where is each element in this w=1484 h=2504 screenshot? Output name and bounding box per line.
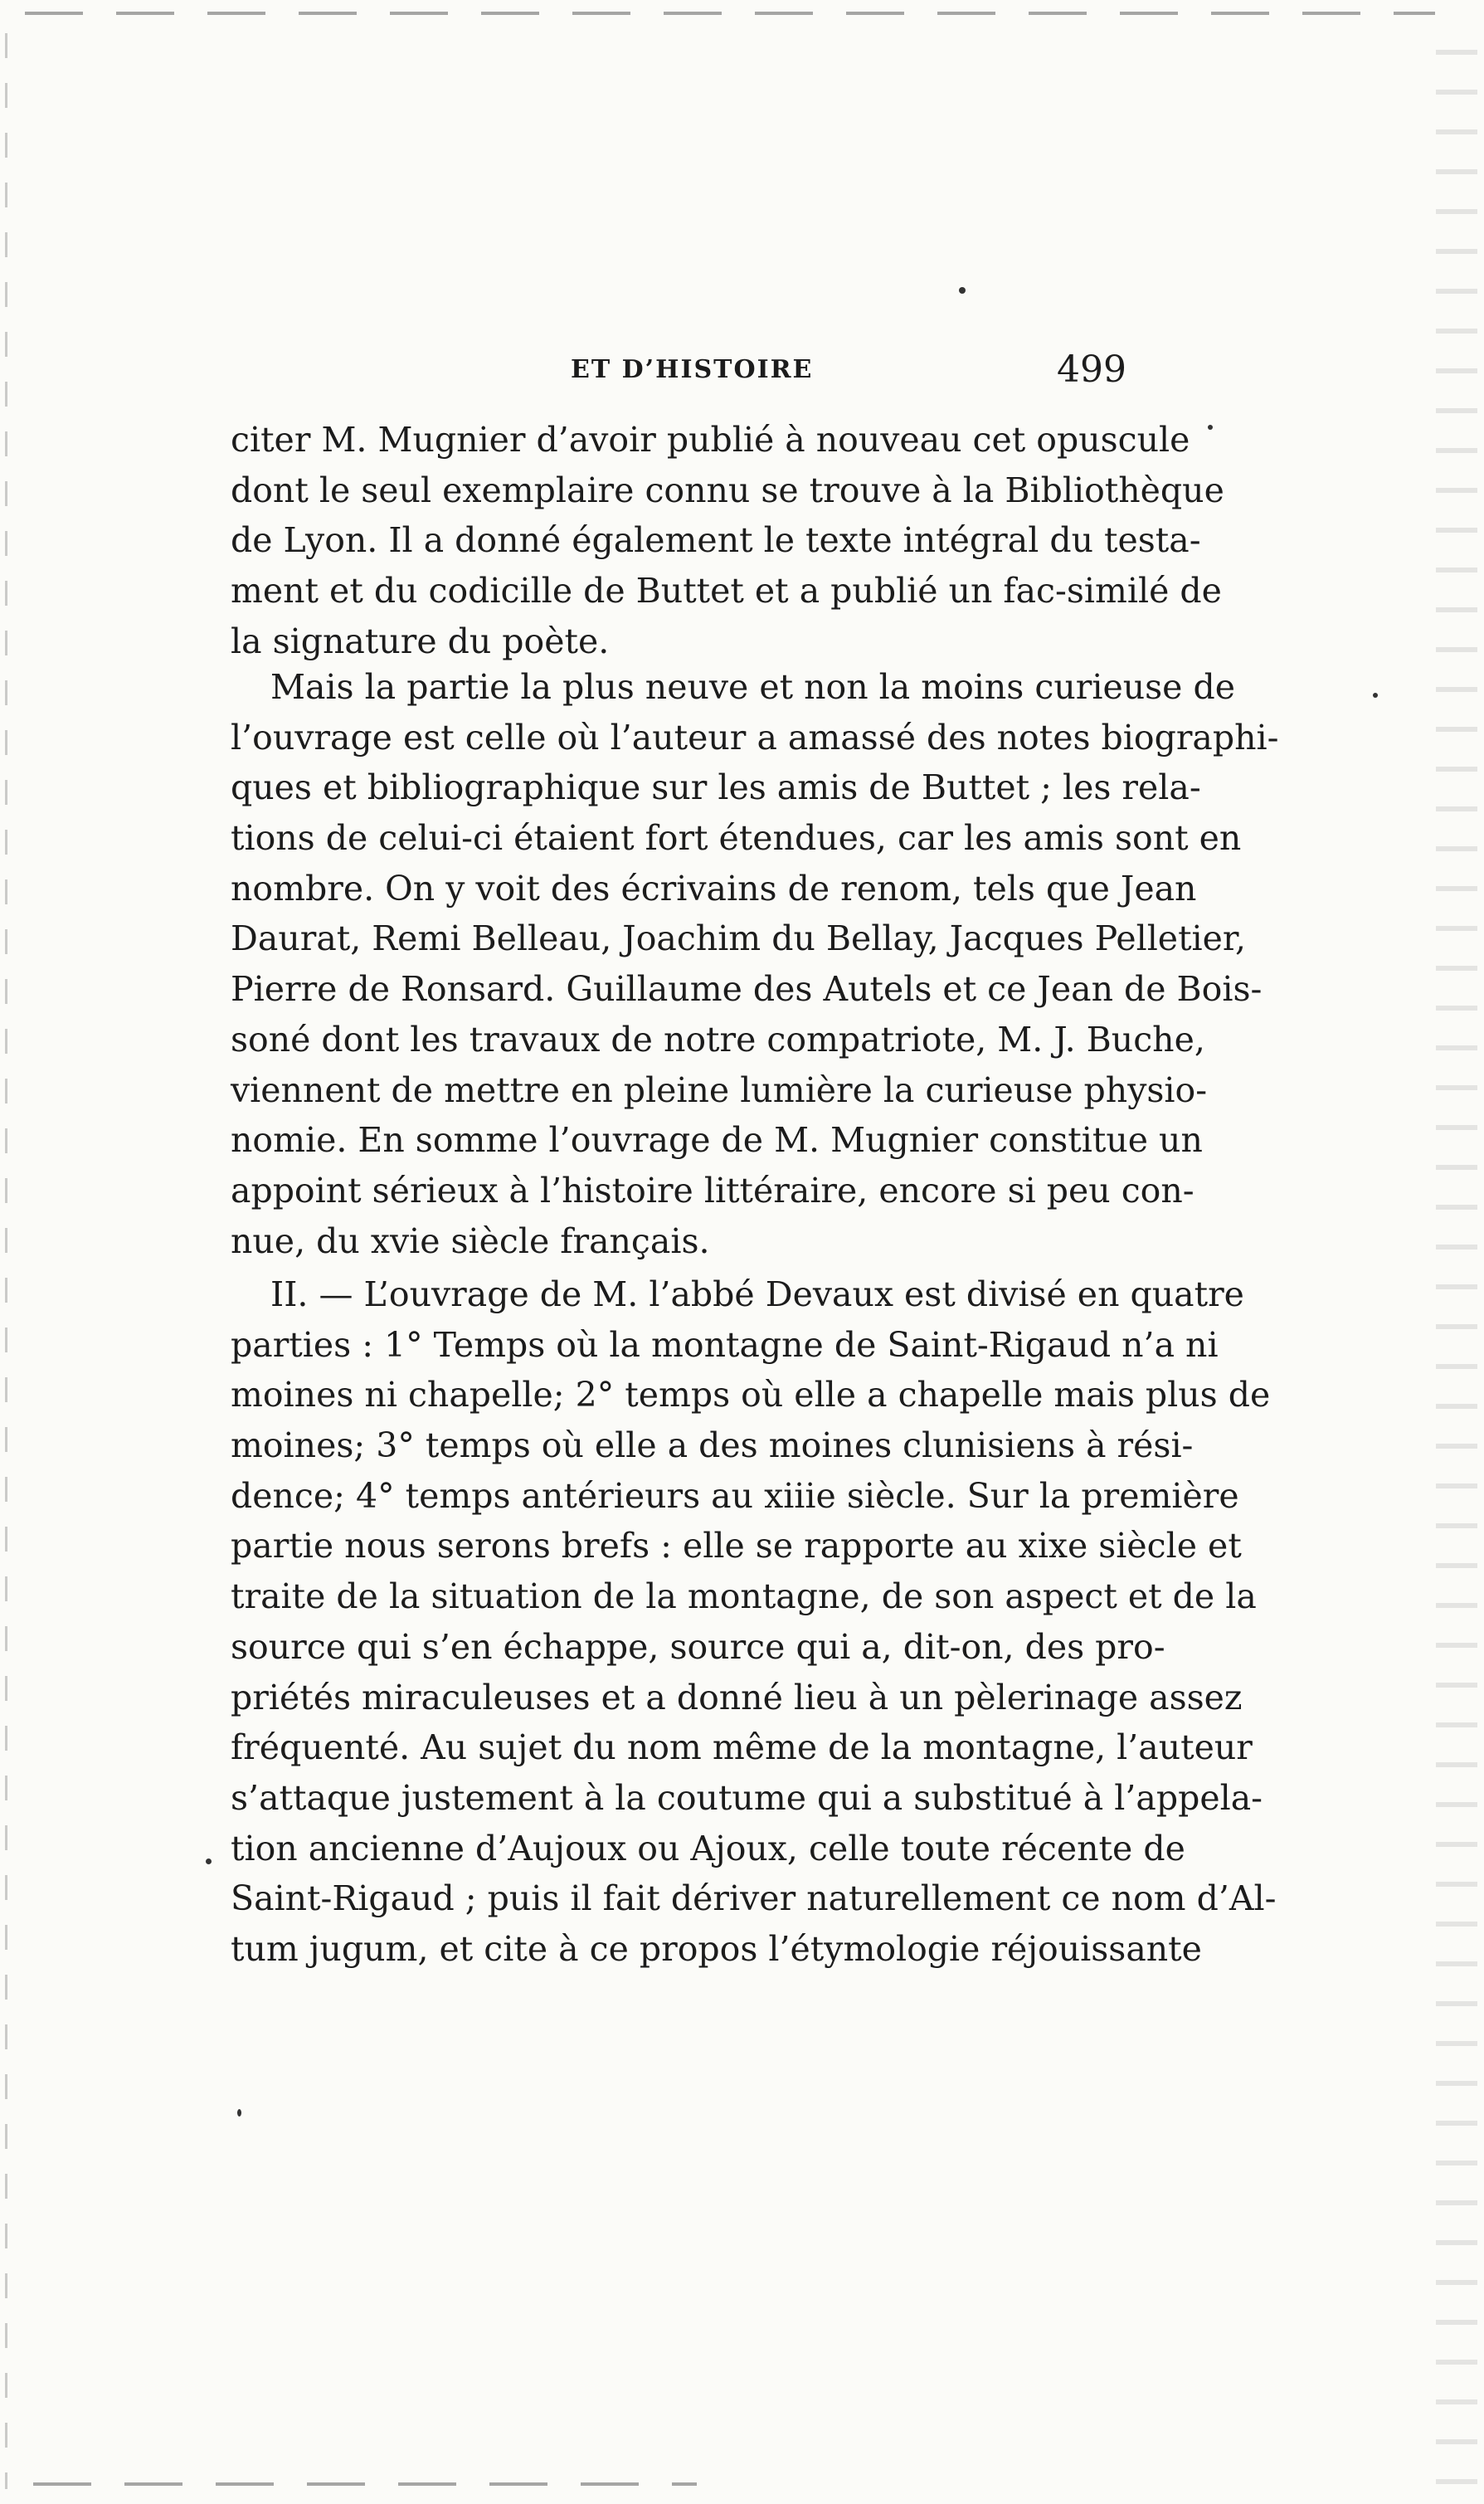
text-line: Saint-Rigaud ; puis il fait dériver naturellement ce nom d’Al- xyxy=(231,1878,1277,1919)
text-line: citer M. Mugnier d’avoir publié à nouveau cet opuscule xyxy=(231,420,1190,460)
paragraph-3 xyxy=(231,1269,1277,1975)
text-line: nue, du xvie siècle français. xyxy=(231,1220,710,1261)
ink-speck xyxy=(1208,425,1213,430)
text-line: tions de celui-ci étaient fort étendues, car les amis sont en xyxy=(231,818,1242,859)
text-line: Pierre de Ronsard. Guillaume des Autels et ce Jean de Bois- xyxy=(231,969,1263,1010)
text-line: de Lyon. Il a donné également le texte intégral du testa- xyxy=(231,520,1201,561)
text-line: appoint sérieux à l’histoire littéraire, encore si peu con- xyxy=(231,1170,1194,1211)
text-line: soné dont les travaux de notre compatriote, M. J. Buche, xyxy=(231,1019,1205,1060)
text-line: viennent de mettre en pleine lumière la curieuse physio- xyxy=(231,1069,1208,1110)
text-line: nomie. En somme l’ouvrage de M. Mugnier constitue un xyxy=(231,1120,1203,1161)
text-line: ment et du codicille de Buttet et a publié un fac-similé de xyxy=(231,571,1222,611)
text-line: s’attaque justement à la coutume qui a substitué à l’appela- xyxy=(231,1777,1263,1818)
text-line: ques et bibliographique sur les amis de Buttet ; les rela- xyxy=(231,767,1201,808)
text-line: partie nous serons brefs : elle se rapporte au xixe siècle et xyxy=(231,1526,1242,1566)
text-line: tion ancienne d’Aujoux ou Ajoux, celle toute récente de xyxy=(231,1828,1185,1868)
text-line: l’ouvrage est celle où l’auteur a amassé des notes biographi- xyxy=(231,717,1279,758)
text-line: Daurat, Remi Belleau, Joachim du Bellay, Jacques Pelletier, xyxy=(231,918,1247,959)
text-line: parties : 1° Temps où la montagne de Saint-Rigaud n’a ni xyxy=(231,1324,1219,1365)
ink-speck xyxy=(237,2109,241,2117)
ink-speck xyxy=(1373,693,1378,698)
text-line: moines; 3° temps où elle a des moines clunisiens à rési- xyxy=(231,1425,1194,1466)
text-line: tum jugum, et cite à ce propos l’étymologie réjouissante xyxy=(231,1928,1202,1969)
text-line: Mais la partie la plus neuve et non la moins curieuse de xyxy=(270,667,1235,707)
page-header xyxy=(231,348,1126,407)
text-line: dont le seul exemplaire connu se trouve à la Bibliothèque xyxy=(231,470,1224,510)
running-head: ET D’HISTOIRE xyxy=(571,355,814,384)
scan-artifact-left-edge xyxy=(5,33,7,2489)
text-line: moines ni chapelle; 2° temps où elle a chapelle mais plus de xyxy=(231,1375,1271,1415)
text-line: la signature du poète. xyxy=(231,621,610,661)
scan-artifact-top xyxy=(25,12,1435,15)
text-line: II. — L’ouvrage de M. l’abbé Devaux est divisé en quatre xyxy=(270,1274,1244,1314)
text-line: traite de la situation de la montagne, de son aspect et de la xyxy=(231,1576,1257,1617)
paragraph-1 xyxy=(231,415,1224,666)
paragraph-2 xyxy=(231,662,1279,1266)
page-number: 499 xyxy=(1057,348,1126,391)
text-line: dence; 4° temps antérieurs au xiiie siècle. Sur la première xyxy=(231,1475,1239,1516)
ink-speck xyxy=(959,287,966,294)
scan-artifact-right-edge xyxy=(1436,50,1477,2489)
text-line: nombre. On y voit des écrivains de renom, tels que Jean xyxy=(231,868,1197,909)
text-line: source qui s’en échappe, source qui a, dit-on, des pro- xyxy=(231,1626,1165,1667)
text-line: priétés miraculeuses et a donné lieu à un pèlerinage assez xyxy=(231,1677,1243,1717)
scan-artifact-bottom xyxy=(33,2482,697,2486)
ink-speck xyxy=(206,1859,212,1864)
text-line: fréquenté. Au sujet du nom même de la montagne, l’auteur xyxy=(231,1727,1253,1768)
